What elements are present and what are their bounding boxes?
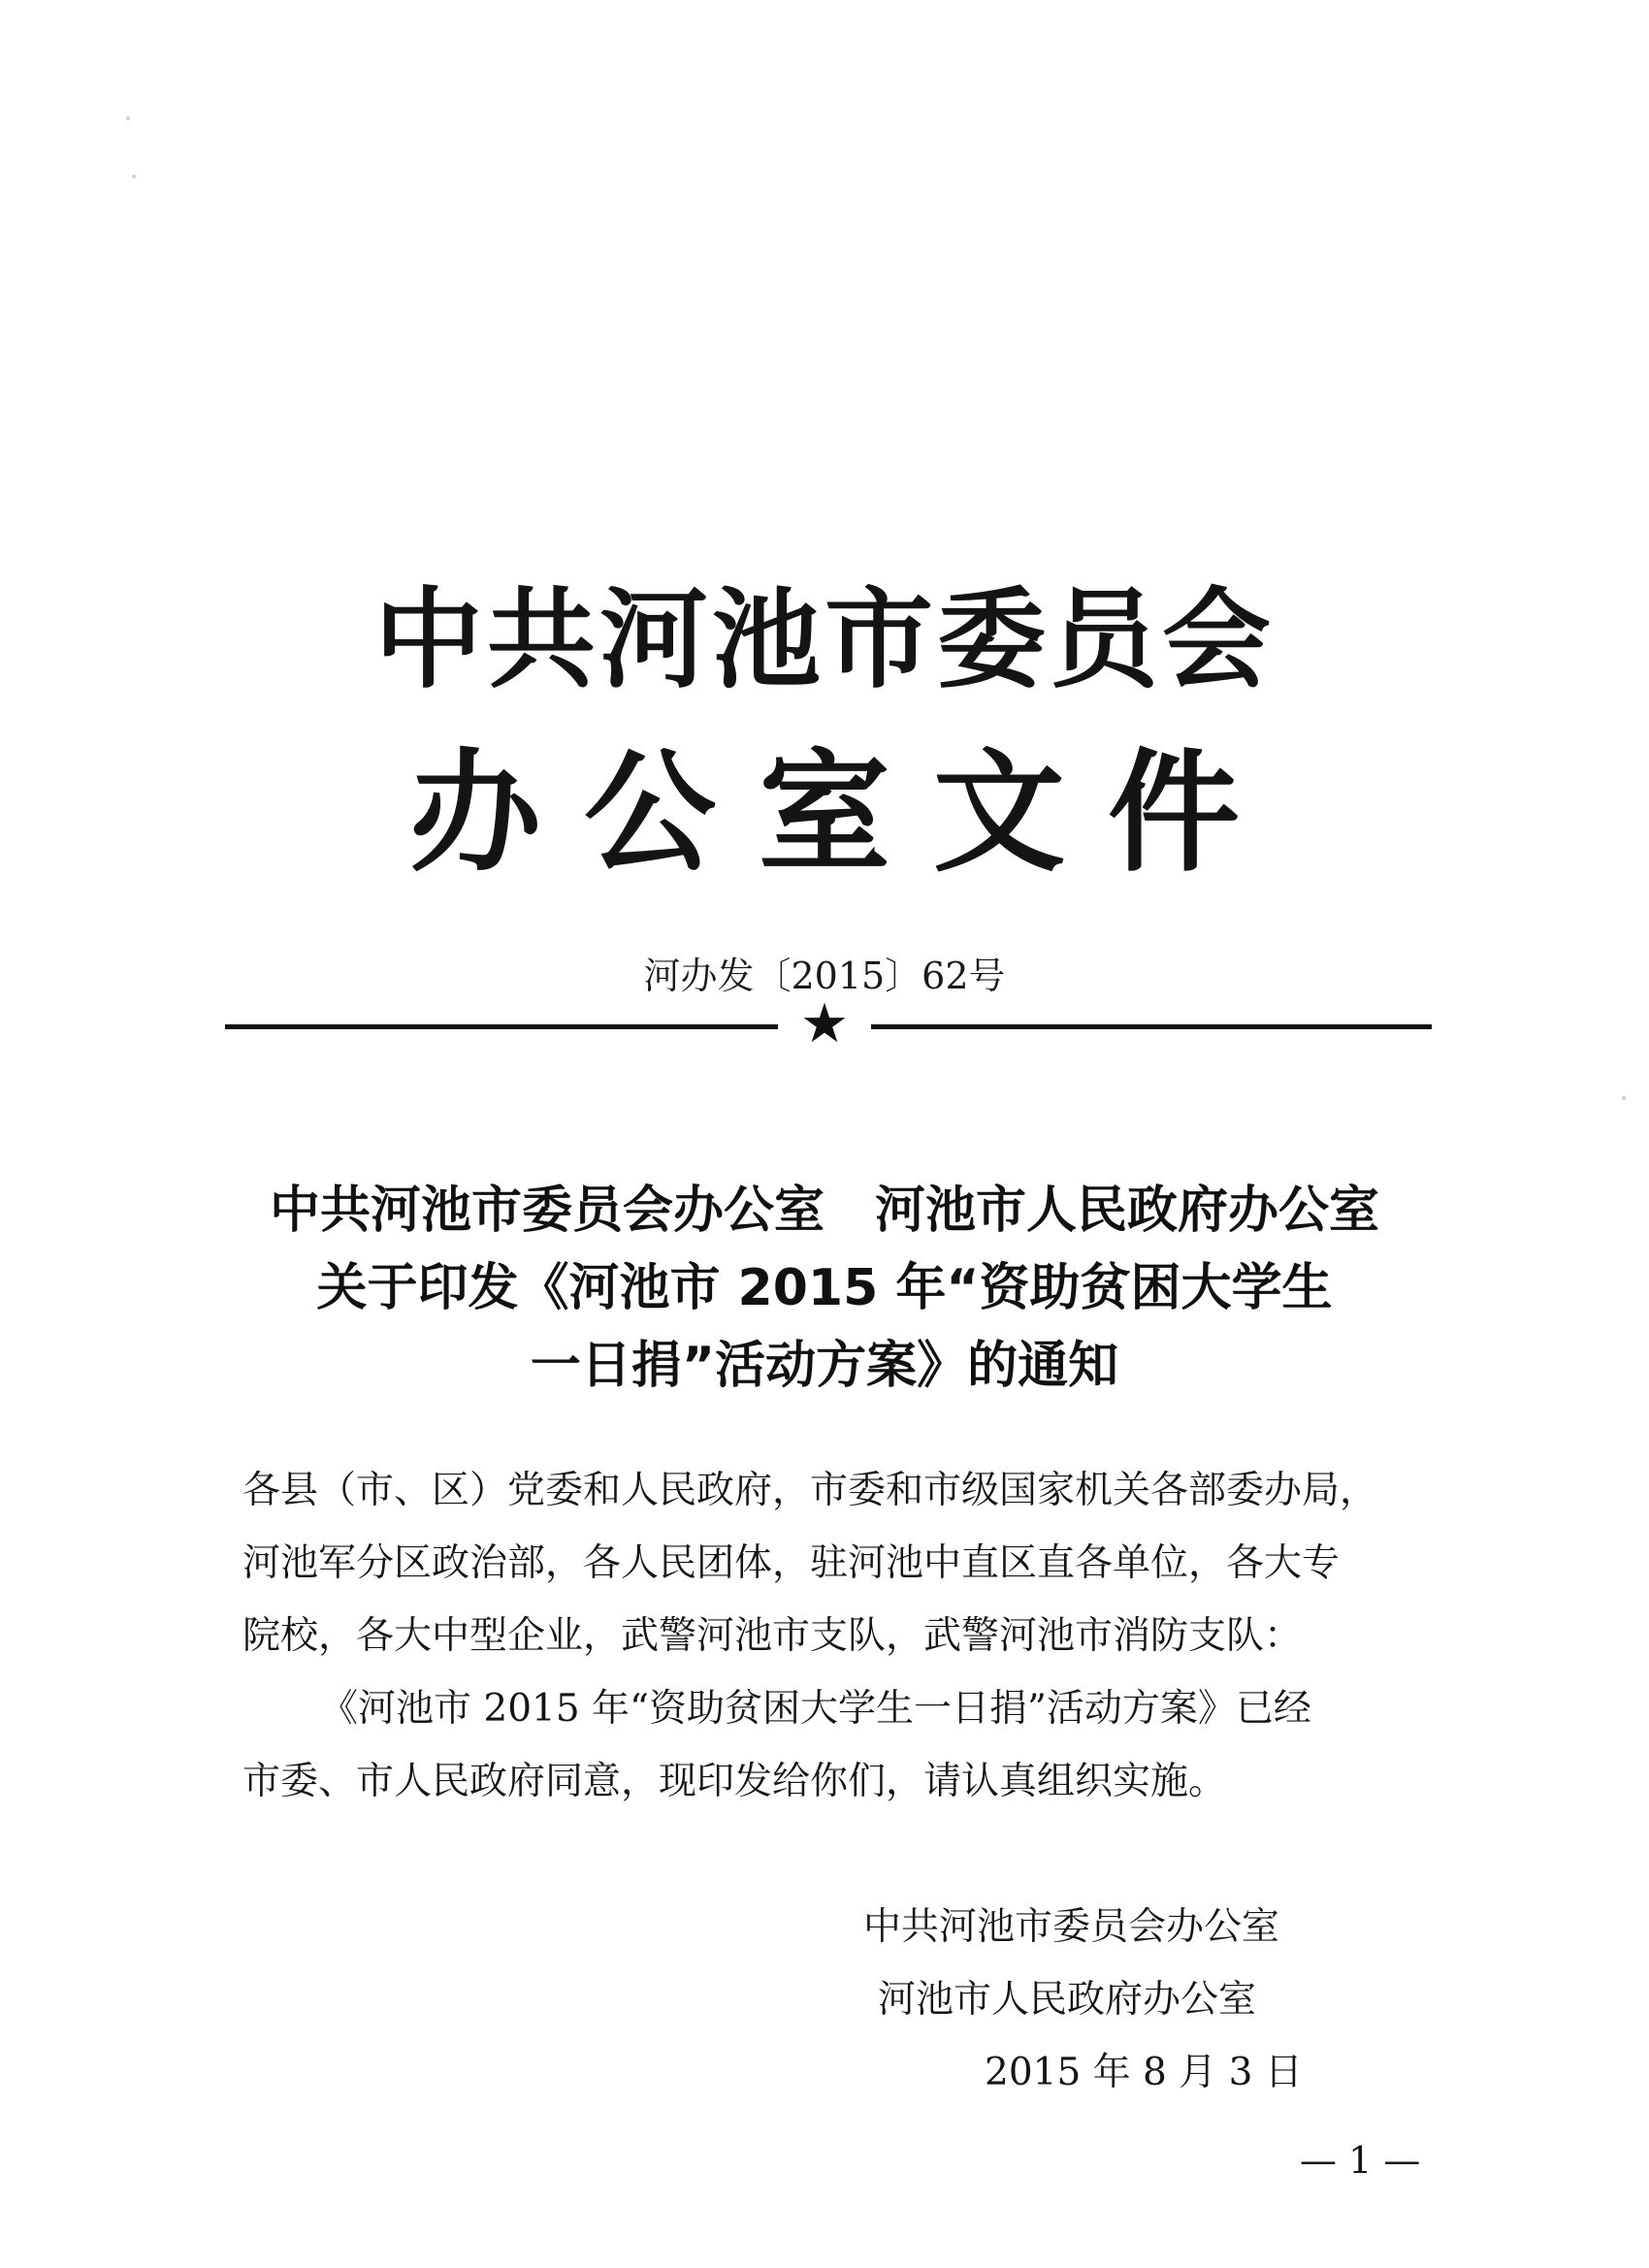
star-icon: ★ xyxy=(799,992,850,1055)
scan-speck xyxy=(126,116,130,120)
recipients-line: 各县（市、区）党委和人民政府，市委和市级国家机关各部委办局， xyxy=(242,1469,1378,1512)
recipients-line: 河池军分区政治部，各人民团体，驻河池中直区直各单位，各大专 xyxy=(242,1541,1341,1585)
separator-line-left xyxy=(225,1024,778,1029)
scan-speck xyxy=(132,175,136,178)
body-paragraph-line: 市委、市人民政府同意，现印发给你们，请认真组织实施。 xyxy=(242,1760,1227,1803)
org-title: 中共河池市委员会 xyxy=(374,577,1275,703)
issuer-name: 河池市人民政府办公室 xyxy=(878,1978,1257,2022)
notice-title-line: 一日捐”活动方案》的通知 xyxy=(530,1337,1119,1395)
document-number: 河办发〔2015〕62号 xyxy=(643,955,1006,997)
issuer-name: 中共河池市委员会办公室 xyxy=(863,1905,1280,1949)
page-number: — 1 — xyxy=(1300,2139,1421,2182)
issue-date: 2015 年 8 月 3 日 xyxy=(985,2051,1303,2094)
body-paragraph-line: 《河池市 2015 年“资助贫困大学生一日捐”活动方案》已经 xyxy=(320,1687,1311,1731)
separator-line-right xyxy=(871,1024,1432,1029)
notice-title-line: 关于印发《河池市 2015 年“资助贫困大学生 xyxy=(316,1259,1333,1317)
notice-title-line: 中共河池市委员会办公室 河池市人民政府办公室 xyxy=(269,1182,1379,1240)
recipients-line: 院校，各大中型企业，武警河池市支队，武警河池市消防支队： xyxy=(242,1614,1303,1658)
document-type-title: 办公室文件 xyxy=(409,737,1282,891)
scan-speck xyxy=(1622,1096,1626,1100)
